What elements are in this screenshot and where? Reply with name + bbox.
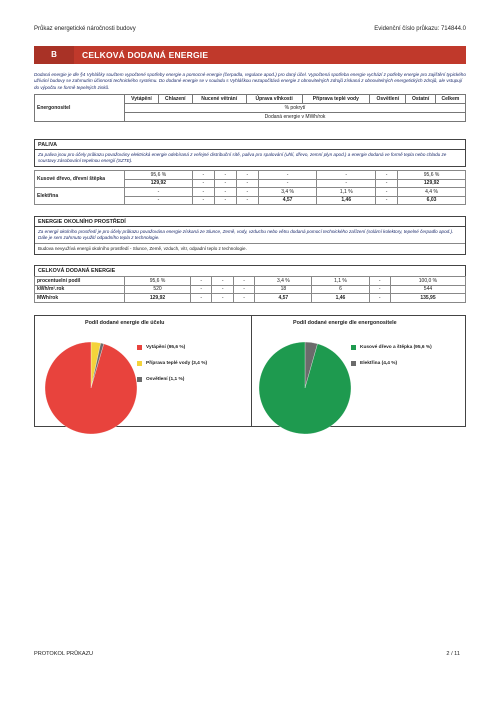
chart-left-title: Podíl dodané energie dle účelu [85, 320, 165, 326]
legend-swatch [351, 345, 356, 350]
cell: 1,46 [317, 196, 376, 205]
col-celkem: Celkem [435, 95, 465, 104]
cell: - [369, 285, 390, 294]
legend-item [137, 342, 207, 352]
cell: 135,95 [390, 294, 465, 303]
cell: - [191, 277, 212, 286]
row-label: MWh/rok [35, 294, 125, 303]
cell: 129,92 [125, 294, 191, 303]
cell: 129,92 [398, 179, 466, 188]
cell: 3,4 % [255, 277, 312, 286]
cell: - [212, 285, 233, 294]
pie-slice [259, 342, 351, 434]
cell: - [191, 285, 212, 294]
cell: 1,1 % [317, 188, 376, 197]
row-label: procentuelní podíl [35, 277, 125, 286]
cell: - [369, 277, 390, 286]
cell: - [233, 285, 254, 294]
legend-label: Elektřina (4,4 %) [360, 360, 398, 366]
paliva-table [34, 170, 466, 205]
celkova-table [34, 276, 466, 303]
cell: - [376, 188, 398, 197]
legend-purpose [137, 342, 207, 390]
cell: 6,03 [398, 196, 466, 205]
cell: 4,57 [258, 196, 317, 205]
pie-chart-carrier [255, 338, 355, 438]
cell: 18 [255, 285, 312, 294]
cell: 520 [125, 285, 191, 294]
section-header-bar [34, 46, 466, 64]
cell: 95,6 % [125, 277, 191, 286]
row-label: kWh/m².rok [35, 285, 125, 294]
cell: 100,0 % [390, 277, 465, 286]
cell: - [191, 294, 212, 303]
legend-label: Vytápění (95,6 %) [146, 344, 186, 350]
cell: - [317, 179, 376, 188]
table-row [35, 188, 466, 197]
paliva-title: PALIVA [35, 140, 465, 150]
legend-item [137, 374, 207, 384]
legend-item [351, 358, 432, 368]
legend-swatch [137, 361, 142, 366]
cell: - [236, 179, 258, 188]
unit-percent: % pokrytí [125, 104, 466, 113]
section-intro-text: Dodaná energie je dle §4 Vyhlášky součtem vypočtené spotřeby energie a pomocné energie (čerpadla, regulace apod.) pro daný účel. Vypočtená spotřeba energie vychází z potřeby energie pro zajištění typického užívání budovy se zahrnutím účinnosti technického systému. Do dodané energie se v souladu s Vyhláškou nezapočítává energie z obnovitelných zdrojů získaná z obnovitelných energetických zdrojů, ale vstupují do výpočtu se formě tepelných zisků. [34, 72, 466, 90]
charts-divider [251, 316, 252, 426]
cell: 1,46 [312, 294, 369, 303]
okolni-box [34, 216, 466, 255]
cell: - [233, 294, 254, 303]
col-priprava-teple-vody: Příprava teplé vody [302, 95, 370, 104]
row-label: Elektřina [35, 188, 125, 205]
col-ostatni: Ostatní [406, 95, 435, 104]
section-letter: B [34, 46, 74, 64]
legend-swatch [137, 377, 142, 382]
cell: 95,6 % [398, 171, 466, 180]
celkova-box [34, 265, 466, 276]
celkova-title: CELKOVÁ DODANÁ ENERGIE [38, 268, 116, 274]
table-row [35, 285, 466, 294]
footer-protocol: PROTOKOL PRŮKAZU [34, 651, 94, 657]
legend-item [137, 358, 207, 368]
legend-swatch [351, 361, 356, 366]
legend-item [351, 342, 432, 352]
paliva-text: Za paliva jsou pro účely průkazu považovány elektrická energie odebíraná z veřejné distribuční sítě, paliva pro spalování (uhlí, dřevo, zemní plyn apod.) a energie dodaná ve formě tepla nebo chladu ze soustavy zásobování tepelnou energií (SZTE). [38, 152, 447, 163]
cell: - [214, 188, 236, 197]
cell: - [192, 196, 214, 205]
cell: - [212, 277, 233, 286]
cell: - [192, 188, 214, 197]
cell: - [212, 294, 233, 303]
cell: - [233, 277, 254, 286]
table-row [35, 294, 466, 303]
cell: - [125, 196, 193, 205]
cell: - [192, 171, 214, 180]
cell: - [214, 171, 236, 180]
cell: - [376, 196, 398, 205]
col-uprava-vlhkosti: Úprava vlhkosti [246, 95, 302, 104]
okolni-note: Budova nevyužívá energii okolního prostředí - Slunce, Země, vzduch, vítr, odpadní teplo z technologie. [38, 246, 247, 251]
cell: - [317, 171, 376, 180]
legend-swatch [137, 345, 142, 350]
cell: - [376, 179, 398, 188]
table-row [35, 277, 466, 286]
cell: 95,6 % [125, 171, 193, 180]
col-osvetleni: Osvětlení [370, 95, 406, 104]
cell: 4,57 [255, 294, 312, 303]
cell: - [192, 179, 214, 188]
cell: 6 [312, 285, 369, 294]
row-label: Kusové dřevo, dřevní štěpka [35, 171, 125, 188]
charts-panel [34, 315, 466, 427]
pie-chart-purpose [41, 338, 141, 438]
cell: 4,4 % [398, 188, 466, 197]
cell: - [236, 196, 258, 205]
paliva-box [34, 139, 466, 167]
footer-page-number: 2 / 11 [446, 651, 460, 657]
cell: - [214, 196, 236, 205]
header-document-title: Průkaz energetické náročnosti budovy [34, 26, 136, 32]
legend-label: Osvětlení (1,1 %) [146, 376, 185, 382]
cell: 3,4 % [258, 188, 317, 197]
header-table [34, 94, 466, 122]
unit-mwh: Dodaná energie v MWh/rok [125, 113, 466, 122]
header-certificate-number: Evidenční číslo průkazu: 714844.0 [374, 26, 466, 32]
cell: - [236, 188, 258, 197]
cell: 544 [390, 285, 465, 294]
table-row [35, 171, 466, 180]
cell: 129,92 [125, 179, 193, 188]
cell: - [258, 171, 317, 180]
pie-slice [45, 342, 137, 434]
energonositel-label: Energonositel [35, 95, 125, 122]
okolni-title: ENERGIE OKOLNÍHO PROSTŘEDÍ [35, 217, 465, 227]
cell: - [236, 171, 258, 180]
cell: 1,1 % [312, 277, 369, 286]
cell: - [369, 294, 390, 303]
col-nucene-vetrani: Nucené větrání [192, 95, 246, 104]
legend-carrier [351, 342, 432, 374]
cell: - [376, 171, 398, 180]
chart-right-title: Podíl dodané energie dle energonositele [293, 320, 397, 326]
legend-label: Kusové dřevo a štěpka (95,6 %) [360, 344, 432, 350]
cell: - [258, 179, 317, 188]
cell: - [214, 179, 236, 188]
legend-label: Příprava teplé vody (3,4 %) [146, 360, 208, 366]
cell: - [125, 188, 193, 197]
section-title: CELKOVÁ DODANÁ ENERGIE [82, 50, 209, 60]
okolni-text: Za energii okolního prostředí je pro účely průkazu považována energie získaná ze Slunce, Země, vody, vzduchu nebo větru dodaná pomocí technického zařízení (solární kolektory, tepelné čerpadlo apod.). Dále je sem zahrnuto využití odpadního tepla z technologie. [35, 227, 465, 244]
col-chlazeni: Chlazení [158, 95, 192, 104]
col-vytapeni: Vytápění [125, 95, 159, 104]
